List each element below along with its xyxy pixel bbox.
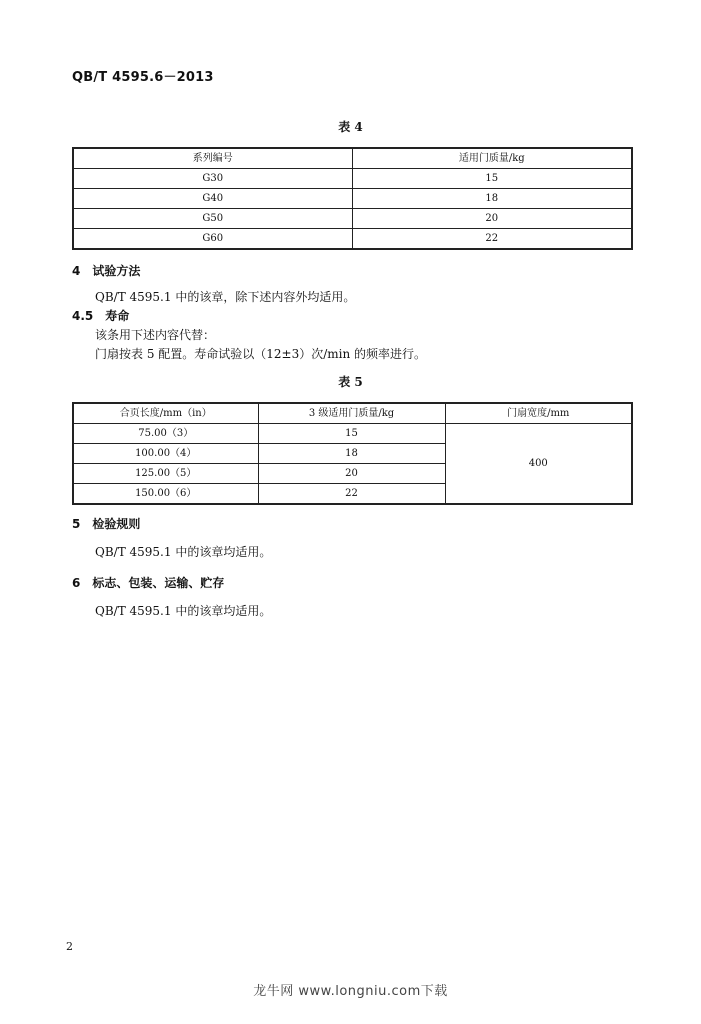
section-6-text: QB/T 4595.1 中的该章均适用。 <box>95 604 272 618</box>
table-cell: 22 <box>258 484 445 505</box>
table-cell: G40 <box>73 189 352 209</box>
table-cell: 125.00（5） <box>73 464 258 484</box>
table5-caption: 表 5 <box>338 375 363 389</box>
table-row <box>73 169 632 189</box>
table-cell: G30 <box>73 169 352 189</box>
section-4-text: QB/T 4595.1 中的该章，除下述内容外均适用。 <box>95 290 356 304</box>
table4 <box>72 147 633 250</box>
section-4-5-line1: 该条用下述内容代替： <box>95 328 216 342</box>
door-width-cell: 400 <box>445 424 632 505</box>
header-cell: 3 级适用门质量/kg <box>258 403 445 424</box>
standard-number: QB/T 4595.6－2013 <box>72 70 214 85</box>
table-cell: G60 <box>73 229 352 250</box>
table-cell: 150.00（6） <box>73 484 258 505</box>
table-cell: 75.00（3） <box>73 424 258 444</box>
header-cell: 合页长度/mm（in） <box>73 403 258 424</box>
table-header-row <box>73 403 632 424</box>
header-cell: 适用门质量/kg <box>352 148 632 169</box>
header-cell: 门扇宽度/mm <box>445 403 632 424</box>
section-4-title: 4 试验方法 <box>72 264 141 278</box>
section-4-5-line2: 门扇按表 5 配置。寿命试验以（12±3）次/min 的频率进行。 <box>95 347 427 361</box>
section-5-text: QB/T 4595.1 中的该章均适用。 <box>95 545 272 559</box>
section-5-title: 5 检验规则 <box>72 517 141 531</box>
table5 <box>72 402 633 505</box>
section-6-title: 6 标志、包装、运输、贮存 <box>72 576 225 590</box>
table-cell: G50 <box>73 209 352 229</box>
table-row <box>73 209 632 229</box>
table-cell: 100.00（4） <box>73 444 258 464</box>
header-cell: 系列编号 <box>73 148 352 169</box>
download-footer: 龙牛网 www.longniu.com下载 <box>253 984 448 999</box>
table4-caption: 表 4 <box>338 120 363 134</box>
page-number: 2 <box>66 940 73 953</box>
table-cell: 22 <box>352 229 632 250</box>
table-row <box>73 424 632 444</box>
section-4-5-title: 4.5 寿命 <box>72 309 130 323</box>
table-cell: 18 <box>258 444 445 464</box>
table-cell: 20 <box>352 209 632 229</box>
table-cell: 20 <box>258 464 445 484</box>
table-cell: 15 <box>352 169 632 189</box>
table-row <box>73 229 632 250</box>
table-cell: 15 <box>258 424 445 444</box>
table-header-row <box>73 148 632 169</box>
table-cell: 18 <box>352 189 632 209</box>
table-row <box>73 189 632 209</box>
